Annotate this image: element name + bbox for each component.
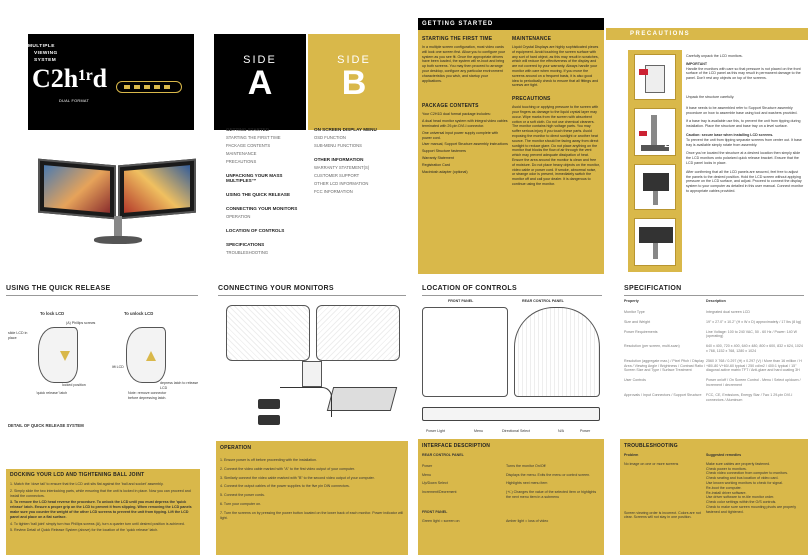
side-a-letter: A	[247, 64, 273, 102]
spec-row-2: Power Requirements Line Voltage: 100 to 240 VAC, 50 - 60 Hz / Power: 140 W (operating)	[624, 329, 798, 339]
side-b-label: SIDE	[337, 54, 371, 66]
slide-lcd-label: slide LCD in place	[8, 331, 28, 340]
power-brick-2	[258, 415, 280, 425]
spec-row-6: Approvals / Input Connectors / Support Structure FCC, CE, Emissions, Energy Star / Two 1 29-pin DVI-I connectors / Aluminum	[624, 392, 793, 402]
front-monitor-diagram	[422, 307, 508, 397]
control-strip	[422, 407, 600, 421]
cable	[280, 387, 332, 417]
precautions-title: PRECAUTIONS	[512, 96, 551, 103]
precautions-text: Avoid touching or applying pressure to the screen with your fingers as damage to the liquid crystal layer may occur. Wipe marks from the screen with absorbent cotton or a soft cloth. Do not use chemical cleaners. The monitor contains high voltage parts. You may suffer serious injury if you touch these parts. Avoid exposing the monitor to direct sunlight or another heat source. The monitor should be facing away from direct sunlight to reduce glare. Do not place anything on the monitor that blocks the flow of air through the vent which may prevent adequate dissipation of heat. Ensure the area around the monitor is clean and free of moisture. Do not place heavy objects on the monitor, video cable or power cord. If smoke, abnormal noise, or strange odor is present, immediately switch the monitor off and call your dealer. It is dangerous to continue using the monitor.	[512, 105, 600, 186]
connecting-panel	[212, 283, 412, 558]
package-title: PACKAGE CONTENTS	[422, 103, 479, 110]
cover-line3: SYSTEM	[34, 58, 57, 63]
cover-line1: MULTIPLE	[28, 44, 55, 49]
lift-label: lift LCD	[112, 365, 124, 369]
docking-box: DOCKING YOUR LCD AND TIGHTENING BALL JOINT 1. Match the 'dove tail' to ensure that the LCD unit sits flat against the 'ball and socket' assembly. 2. Simply slide the two interlocking parts, while ensuring that the unit is locked in place. Now you can proceed and install the connectors. 3. To remove the LCD head reverse the procedure. To unlock the LCD until you must depress the 'quick release' latch. Ensure a proper grip on the LCD to prevent it from slipping. When removing the LCD panels make sure you counter the weight of the other LCD screens to prevent the unit from tipping. Lift the LCD panel and place on a flat surface. 4. To tighten 'ball joint' simply turn two Phillips screws (A), turn a quarter turn until desired position is achieved. 5. Review Detail of Quick Release System (above) for the location of the 'quick release' latch.	[6, 469, 200, 555]
precautions-panel: PRECAUTIONS 1 2 3 4 Carefully unpack the LCD monitors. IMPORTANT Handle the monitors with care so that pressure is not placed on the front surface of the LCD panel as this may result in permanent damage to the panel. Don't rest any objects on top of the screens. Unpack the structure carefully. It base needs to be assembled refer to Support Structure assembly procedure on how to assemble base using tool and washers provided. If a base tray is available use this, to prevent the unit from tipping during installation. Place the structure and base tray on a level surface. Caution: secure base when installing LCD screens. To prevent the unit from tipping separate screens from center out. It base tray is available simply rotate from assembly. Once you've located the structure at a desired location then simply slide the LCD monitors onto polarized quick release bracket. Ensure that the LCD panel locks in place. After confirming that all the LCD panels are secured, feel free to adjust the panels to the desired position. Hold the LCD screen without applying pressure on the LCD surface, and adjust. Proceed to connect the display system to your computer as detailed in this user manual. Connect monitor to appropriate cables provided.	[606, 18, 808, 274]
side-b-letter: B	[341, 64, 367, 102]
col-property: Property	[624, 299, 639, 303]
quick-release-title: USING THE QUICK RELEASE	[6, 285, 111, 292]
rear-panel-label: REAR CONTROL PANEL	[522, 299, 564, 303]
dual-monitor-image	[38, 158, 196, 248]
menu-a-0[interactable]: GETTING STARTED STARTING THE FIRST TIME PACKAGE CONTENTS MAINTENANCE PRECAUTIONS	[226, 127, 281, 164]
menu-b-1[interactable]: OTHER INFORMATION WARRANTY STATEMENT(S) CUSTOMER SUPPORT OTHER LCD INFORMATION FCC INFORMATION	[314, 157, 370, 194]
cover-subtitle: DUAL FORMAT	[59, 99, 90, 103]
label-na: N/A	[558, 429, 564, 433]
quick-release-panel	[0, 283, 204, 558]
menu-a-4[interactable]: LOCATION OF CONTROLS	[226, 228, 285, 233]
first-time-text: In a multiple screen configuration, most video cards will look one screen first. Allow you to configure your system as you see fit. Once the appropriate drivers have been loaded, the system will re-boot and bring up both screens. You may then proceed to arrange your desktop, configure any particular environment characteristics you wish, and startup your applications.	[422, 45, 506, 83]
lock-diagram	[38, 327, 78, 383]
iface-row-2: Up/Down Select Highlights next menu item	[422, 481, 548, 486]
stand-base	[302, 361, 322, 387]
rear-monitor-a	[226, 305, 310, 361]
first-time-title: STARTING THE FIRST TIME	[422, 36, 493, 42]
spec-row-0: Monitor Type Integrated dual screen LCD	[624, 310, 750, 314]
menu-a-5[interactable]: SPECIFICATIONS TROUBLESHOOTING	[226, 242, 269, 255]
rear-monitor-diagram	[514, 307, 600, 397]
label-directional: Directional Select	[502, 429, 530, 433]
specification-panel	[612, 283, 808, 558]
arrow-unlock	[146, 351, 156, 361]
side-b-block	[308, 34, 400, 130]
step-1-number: 1	[664, 78, 672, 94]
front-panel-label: FRONT PANEL	[448, 299, 474, 303]
label-power-light: Power Light	[426, 429, 445, 433]
computer-tower	[327, 387, 397, 411]
cover-banner	[28, 34, 194, 130]
spec-title: SPECIFICATION	[624, 285, 682, 292]
note-label: Note: remove connector before depressing latch.	[128, 391, 167, 400]
menu-b-0[interactable]: ON SCREEN DISPLAY MENU OSD FUNCTION SUB-MENU FUNCTIONS	[314, 127, 377, 148]
maintenance-title: MAINTENANCE	[512, 36, 552, 42]
interface-box: INTERFACE DESCRIPTION REAR CONTROL PANEL Power Turns the monitor On/Off Menu Displays the menu. Exits the menu or control screen. Up/Down Select Highlights next menu item Increment/Decrement (+/-) Changes the value of the selected item or highlights the next menu item in a submenu FRONT PANEL Green light = screen on Amber light = loss of video	[418, 439, 604, 555]
to-lock-label: To lock LCD	[40, 311, 65, 316]
menu-a-3[interactable]: CONNECTING YOUR MONITORS OPERATION	[226, 206, 298, 219]
rear-monitor-b	[316, 305, 400, 361]
cover-panel	[0, 18, 200, 288]
spec-row-5: User Controls Power on/off / On Screen Control - Menu / Select up/down / Increment / decrement	[624, 378, 801, 387]
latch-label: 'quick release' latch	[36, 391, 68, 395]
iface-row-3: Increment/Decrement (+/-) Changes the value of the selected item or highlights the next menu item in a submenu	[422, 490, 597, 499]
front-row-0: Green light = screen on Amber light = loss of video	[422, 518, 549, 523]
iface-row-0: Power Turns the monitor On/Off	[422, 463, 546, 468]
label-menu: Menu	[474, 429, 483, 433]
troubleshooting-box: TROUBLESHOOTING Problem Suggested remedies No image on one or more screens Screen viewing order is incorrect. Colors are not clear. Screens will not stay in one position. Make sure cables are properly fastened. Check power to monitors. Check video connection from computer to monitors. Check seating and bus location of video card. Use known working monitors to check for signal. Re-boot the computer. Re-install driver software. Use driver software to re-tile monitor order. Check color settings within the O/S controls. Check to make sure screen mounting pivots are properly fastened and tightened.	[620, 439, 808, 555]
power-brick-1	[258, 399, 280, 409]
getting-started-panel: GETTING STARTED STARTING THE FIRST TIME In a multiple screen configuration, most video cards will look one screen first. Allow you to configure your system as you see fit. Once the appropriate drivers have been loaded, the system will re-boot and bring up both screens. You may then proceed to arrange your desktop, configure any particular environment characteristics you wish, and startup your applications. PACKAGE CONTENTS Your C2H1D dual format package includes: A dual head monitor system with integral video cables terminated with 29-pin DVI-I connector. One universal input power supply complete with power cord. User manual, Support Structure assembly instructions Support Structure fasteners Warranty Statement Registration Card Macintosh adapter (optional) MAINTENANCE Liquid Crystal Displays are highly sophisticated pieces of equipment. Avoid touching the screen surface with any sort of hard object, as this may result in scratches, which will reduce the effectiveness of the display and are not covered by your warranty. Always handle your monitor with care when moving. If you move the screens around on a frequent basis, it is also good idea to periodically check to ensure that all fittings and screws are tight. PRECAUTIONS Avoid touching or applying pressure to the screen with your fingers as damage to the liquid crystal layer may occur. Wipe marks from the screen with absorbent cotton or a soft cloth. Do not use chemical cleaners. The monitor contains high voltage parts. You may suffer serious injury if you touch these parts. Avoid exposing the monitor to direct sunlight or another heat source. The monitor should be facing away from direct sunlight to reduce glare. Do not place anything on the monitor that blocks the flow of air through the vent which may prevent adequate dissipation of heat. Ensure the area around the monitor is clean and free of moisture. Do not place heavy objects on the monitor, video cable or power cord. If smoke, abnormal noise, or strange odor is present, immediately switch the monitor off and call your dealer. It is dangerous to continue using the monitor.	[418, 18, 604, 274]
cover-line2: VIEWING	[34, 51, 58, 56]
operation-box: OPERATION 1. Ensure power is off before proceeding with the installation. 2. Connect the video cable marked with "A" to the first video output of your computer. 3. Similarly connect the video cable marked with "B" to the second video output of your computer. 4. Connect the output cables of the power supplies to the five pin DIN connectors. 5. Connect the power cords. 6. Turn your computer on. 7. Turn the screens on by pressing the power button located on the lower back of each monitor. Power indicator will light.	[216, 441, 408, 555]
connecting-title: CONNECTING YOUR MONITORS	[218, 285, 334, 292]
controls-title: LOCATION OF CONTROLS	[422, 285, 517, 292]
phillips-label: (A) Phillips screws	[66, 321, 96, 325]
side-b-menu	[314, 118, 402, 194]
maintenance-text: Liquid Crystal Displays are highly sophisticated pieces of equipment. Avoid touching the screen surface with any sort of hard object, as this may result in scratches, which will reduce the effectiveness of the display and are not covered by your warranty. Always handle your monitor with care when moving. If you move the screens around on a frequent basis, it is also good idea to periodically check to ensure that all fittings and screws are tight.	[512, 45, 599, 88]
side-a-label: SIDE	[243, 54, 277, 66]
detail-label: DETAIL OF QUICK RELEASE SYSTEM	[8, 423, 84, 428]
spec-row-4: Resolution (aggregate max.) / Pixel Pitch / Display Area / Viewing Angle / Brightness / Contrast Ratio / Screen Size and Type / Surface Treatment 2560 X 768 / 0.297 (H) x 0.297 (V) / More than 16 million / H +80/-80 V+60/-60 typical / 250 cd/m2 / 400:1 typical / 15" diagonal active matrix TFT / Anti-glare and hard coating 3H	[624, 358, 802, 373]
locked-label: locked position	[62, 383, 86, 387]
side-panel	[206, 18, 406, 288]
label-power: Power	[580, 429, 591, 433]
col-description: Description	[706, 299, 726, 303]
cover-product: C2h¹ʳd	[32, 64, 108, 93]
arrow-lock	[60, 351, 70, 361]
controls-panel	[418, 283, 604, 558]
precautions-header: PRECAUTIONS	[606, 28, 808, 40]
menu-a-2[interactable]: USING THE QUICK RELEASE	[226, 192, 291, 197]
side-a-block	[214, 34, 306, 130]
depress-label: depress latch to release LCD	[160, 381, 199, 390]
spec-row-3: Resolution (per screen, multi-scan) 640 x 400, 720 x 400, 640 x 480, 800 x 600, 832 x 624, 1024 x 768, 1152 x 768, 1280 x 1024	[624, 344, 803, 353]
getting-started-header: GETTING STARTED	[418, 18, 604, 30]
iface-row-1: Menu Displays the menu. Exits the menu or control screen.	[422, 472, 591, 477]
to-unlock-label: To unlock LCD	[124, 311, 154, 316]
step-2-number: 2	[664, 134, 672, 150]
step-4-number: 4	[664, 244, 672, 260]
brand-dots	[124, 85, 174, 89]
side-a-menu	[226, 118, 304, 255]
spec-row-1: Size and Weight 19" x 27.0" x 10.2" (H x W x D) approximately / 17 lbs (8 kg)	[624, 319, 802, 324]
step-3-number: 3	[664, 188, 672, 204]
menu-a-1[interactable]: UNPACKING YOUR MASS MULTIPLES™	[226, 173, 283, 183]
